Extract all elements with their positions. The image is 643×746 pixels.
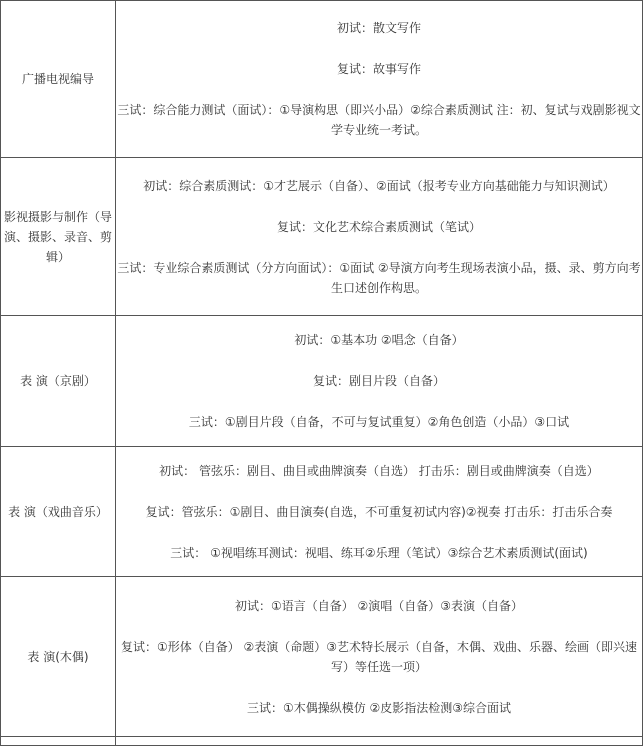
cut-off-cell (116, 737, 643, 746)
cut-off-cell (1, 737, 116, 746)
exam-content-cell (116, 577, 643, 737)
table-row (1, 316, 643, 447)
exam-round-text: 复试：故事写作 (336, 62, 421, 76)
exam-round-text: 复试：管弦乐：①剧目、曲目演奏(自选，不可重复初试内容)②视奏 打击乐：打击乐合奏 (145, 504, 613, 519)
exam-content-cell (116, 447, 643, 577)
table-row (1, 577, 643, 737)
exam-round-text: 三试： ①视唱练耳测试：视唱、练耳②乐理（笔试）③综合艺术素质测试(面试) (170, 545, 588, 560)
major-cell: 影视摄影与制作（导演、摄影、录音、剪辑） (1, 158, 116, 316)
exam-round-text: 初试：①基本功 ②唱念（自备） (294, 333, 464, 347)
exam-content-cell (116, 316, 643, 447)
major-cell: 表 演（戏曲音乐） (1, 447, 116, 577)
exam-content-cell (116, 1, 643, 158)
exam-round-text: 初试： 管弦乐：剧目、曲目或曲牌演奏（自选） 打击乐：剧目或曲牌演奏（自选） (159, 463, 599, 478)
table-row (1, 1, 643, 158)
exam-round-text: 初试：①语言（自备） ②演唱（自备）③表演（自备） (234, 598, 524, 613)
exam-round-text: 三试：综合能力测试（面试）：①导演构思（即兴小品）②综合素质测试 注：初、复试与戏剧影视文学专业统一考试。 (117, 103, 641, 137)
exam-round-text: 三试：专业综合素质测试（分方向面试）：①面试 ②导演方向考生现场表演小品，摄、录、剪方向考生口述创作构思。 (117, 260, 641, 295)
major-cell: 广播电视编导 (1, 1, 116, 158)
table-row (1, 447, 643, 577)
exam-round-text: 初试：综合素质测试：①才艺展示（自备）、②面试（报考专业方向基础能力与知识测试） (143, 178, 615, 193)
exam-round-text: 复试：①形体（自备） ②表演（命题）③艺术特长展示（自备，木偶、戏曲、乐器、绘画（即兴速写）等任选一项） (120, 639, 638, 674)
exam-round-text: 复试：文化艺术综合素质测试（笔试） (276, 219, 481, 234)
exam-round-text: 初试：散文写作 (336, 21, 421, 35)
table-row (1, 737, 643, 746)
major-cell: 表 演（京剧） (1, 316, 116, 447)
exam-round-text: 三试：①剧目片段（自备，不可与复试重复）②角色创造（小品）③口试 (188, 415, 570, 429)
exam-round-text: 三试：①木偶操纵模仿 ②皮影指法检测③综合面试 (246, 700, 512, 715)
major-cell: 表 演(木偶) (1, 577, 116, 737)
exam-content-cell (116, 158, 643, 316)
table-row (1, 158, 643, 316)
exam-round-text: 复试：剧目片段（自备） (312, 374, 445, 388)
